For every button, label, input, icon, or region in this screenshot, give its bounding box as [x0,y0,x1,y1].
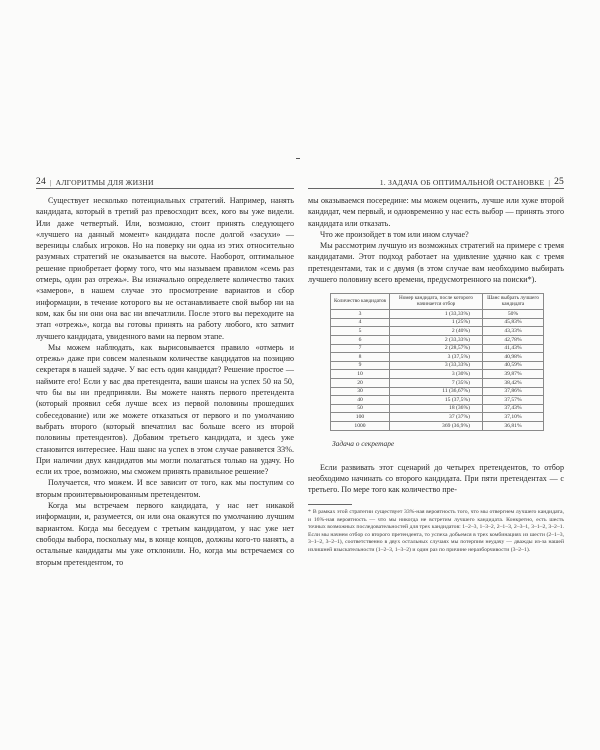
paragraph: Если развивать этот сценарий до четырех претендентов, то отбор необходимо начинать со второго кандидата. При пяти претендентах — с третьего. По мере того как количество пре- [308,462,564,495]
table-row [331,413,544,422]
table-row [331,310,544,319]
table-cell: 3 (30%) [390,370,483,379]
footnote-mark: * [308,508,311,515]
paragraph: Получается, что можем. И все зависит от того, как мы поступим со вторым проинтервьюированным претендентом. [36,478,294,499]
table-row [331,378,544,387]
table-cell: 2 (40%) [390,327,483,336]
table-cell: 37,57% [483,396,544,405]
left-running-title: АЛГОРИТМЫ ДЛЯ ЖИЗНИ [55,177,154,187]
right-body-text-top [308,195,564,285]
table-cell: 7 (35%) [390,378,483,387]
table-cell: 100 [331,413,390,422]
left-page [36,176,294,568]
gutter-mark [296,158,300,159]
footnote-rule [308,504,352,505]
table-cell: 6 [331,335,390,344]
table-cell: 18 (36%) [390,404,483,413]
table-cell: 10 [331,370,390,379]
table-row [331,327,544,336]
paragraph: Что же произойдет в том или ином случае? [320,229,469,239]
table-cell: 37,43% [483,404,544,413]
table-cell: 1 (33,33%) [390,310,483,319]
table-cell: 40,98% [483,353,544,362]
table-cell: 43,33% [483,327,544,336]
table-cell: 38,42% [483,378,544,387]
table-cell: 37,10% [483,413,544,422]
table-cell: 9 [331,361,390,370]
table-cell: 3 [331,310,390,319]
table-cell: 30 [331,387,390,396]
paragraph: мы оказываемся посередине: мы можем оценить, лучше или хуже второй кандидат, чем первый, и одновременно у нас есть выбор — принять этого кандидата или отказать. [308,196,564,228]
table-cell: 39,87% [483,370,544,379]
table-row [331,361,544,370]
table-cell: 50 [331,404,390,413]
table-row [331,370,544,379]
table-cell: 36,81% [483,421,544,430]
right-page [308,176,564,555]
table-row [331,318,544,327]
table-cell: 40,59% [483,361,544,370]
right-running-title: 1. ЗАДАЧА ОБ ОПТИМАЛЬНОЙ ОСТАНОВКЕ [379,177,545,187]
column-header: Количество кандидатов [331,294,390,310]
table-cell: 1 (25%) [390,318,483,327]
table-cell: 42,78% [483,335,544,344]
table-cell: 45,83% [483,318,544,327]
table-cell: 3 (33,33%) [390,361,483,370]
table-row [331,353,544,362]
table-cell: 41,43% [483,344,544,353]
table-cell: 11 (36,67%) [390,387,483,396]
table-cell: 15 (37,5%) [390,396,483,405]
table-cell: 2 (28,57%) [390,344,483,353]
table-cell: 1000 [331,421,390,430]
left-body-text [36,195,294,568]
right-body-text-bottom [308,462,564,496]
table-row [331,396,544,405]
secretary-table [330,293,544,430]
table-row [331,421,544,430]
right-running-head [308,176,564,189]
table-cell: 3 (37,5%) [390,353,483,362]
table-cell: 20 [331,378,390,387]
running-head-separator: | [548,177,551,187]
table-caption: Задача о секретаре [332,438,395,448]
footnote-text: В рамках этой стратегии существует 33%-ная вероятность того, что мы отвергнем лучшего кандидата, и 16%-ная вероятность — что мы никогда не встретим лучшего кандидата. Конкретно, есть шесть точных возможных последовательностей для трех кандидатов: 1–2–3, 1–3–2, 2–1–3, 2–3–1, 3–1–2, 3–2–1. Если мы начнем отбор со второго претендента, то успеха добьемся в трех комбинациях из шести (2–1–3, 3–1–2, 3–2–1), соответственно в двух остальных случаях мы потерпим неудачу — дважды из-за нашей излишней взыскательности (1–2–3, 1–3–2) и один раз по причине неразборчивости (3–2–1). [308,508,564,553]
table-cell: 37 (37%) [390,413,483,422]
table-cell: 2 (33,33%) [390,335,483,344]
table-row [331,387,544,396]
table-cell: 7 [331,344,390,353]
paragraph: Мы рассмотрим лучшую из возможных стратегий на примере с тремя кандидатами. Этот подход работает на удивление удачно как с тремя претендентами, так и с двумя (в этом случае вам необходимо выбирать лучшего половину всего времени, предусмотренного на поиски*). [308,241,564,285]
table-row [331,344,544,353]
paragraph: Когда мы встречаем первого кандидата, у нас нет никакой информации, и, разумеется, он или она окажутся по умолчанию лучшим вариантом. Когда мы беседуем с третьим кандидатом, у нас уже нет свободы выбора, поскольку мы, в конце концов, должны кого-то нанять, а остальные кандидаты мы уже отклонили. Но, когда мы встречаемся со вторым претендентом, то [36,501,294,567]
table-cell: 8 [331,353,390,362]
table-body [331,310,544,430]
paragraph: Мы можем наблюдать, как вырисовывается правило «отмерь и отрежь» даже при совсем маленьком количестве кандидатов на позицию секретаря в нашей задаче. У вас есть один кандидат? Решение простое — наймите его! Если у вас два претендента, ваши шансы на успех 50 на 50, что бы вы ни предприняли. Вы можете нанять первого претендента (который проявил себя лучше всех из первой половины прошедших собеседование) или же можете отказаться от первого и по умолчанию выбрать второго (который впечатлил вас больше всего из второй половины претендентов). Добавим третьего кандидата, и здесь уже становится интереснее. Наш шанс на успех в этом случае равняется 33%. При наличии двух кандидатов мы могли полагаться только на удачу. Но если их трое, возможно, мы сможем принять правильное решение? [36,342,294,477]
column-header: Шанс выбрать лучшего кандидата [483,294,544,310]
table-cell: 50% [483,310,544,319]
table-cell: 5 [331,327,390,336]
table-cell: 37,86% [483,387,544,396]
running-head-separator: | [49,177,52,187]
left-page-number: 24 [36,177,46,187]
column-header: Номер кандидата, после которого начинается отбор [390,294,483,310]
table-cell: 369 (36,9%) [390,421,483,430]
table-cell: 4 [331,318,390,327]
left-running-head [36,176,294,189]
secretary-table-container [330,293,544,430]
table-row [331,335,544,344]
paragraph: Существует несколько потенциальных стратегий. Например, нанять кандидата, который в третий раз превосходит всех, кого вы уже видели. Или даже четвертый. Или, возможно, стоит принять следующего «лучшего на данный момент» кандидата после долгой «засухи» — вереницы слабых игроков. Но на поверку ни одна из этих относительно разумных стратегий не оказывается на высоте. Наоборот, оптимальное решение приобретает форму того, что мы называем правилом «семь раз отмерь, один раз отрежь». Вы изначально определяете количество таких «замеров», в нашем случае это просмотрение вариантов и сбор информации, в течение которого вы не останавливаете свой выбор ни на ком, как бы ни они она вас ни впечатлили. После этого вы переходите на этап «отрежь», когда вы готовы принять на работу любого, кто затмит лучшего кандидата, увиденного вами на первом этапе. [36,196,294,341]
table-row [331,404,544,413]
footnote [308,509,564,555]
right-page-number: 25 [554,177,564,187]
table-cell: 40 [331,396,390,405]
table-header-row [331,294,544,310]
